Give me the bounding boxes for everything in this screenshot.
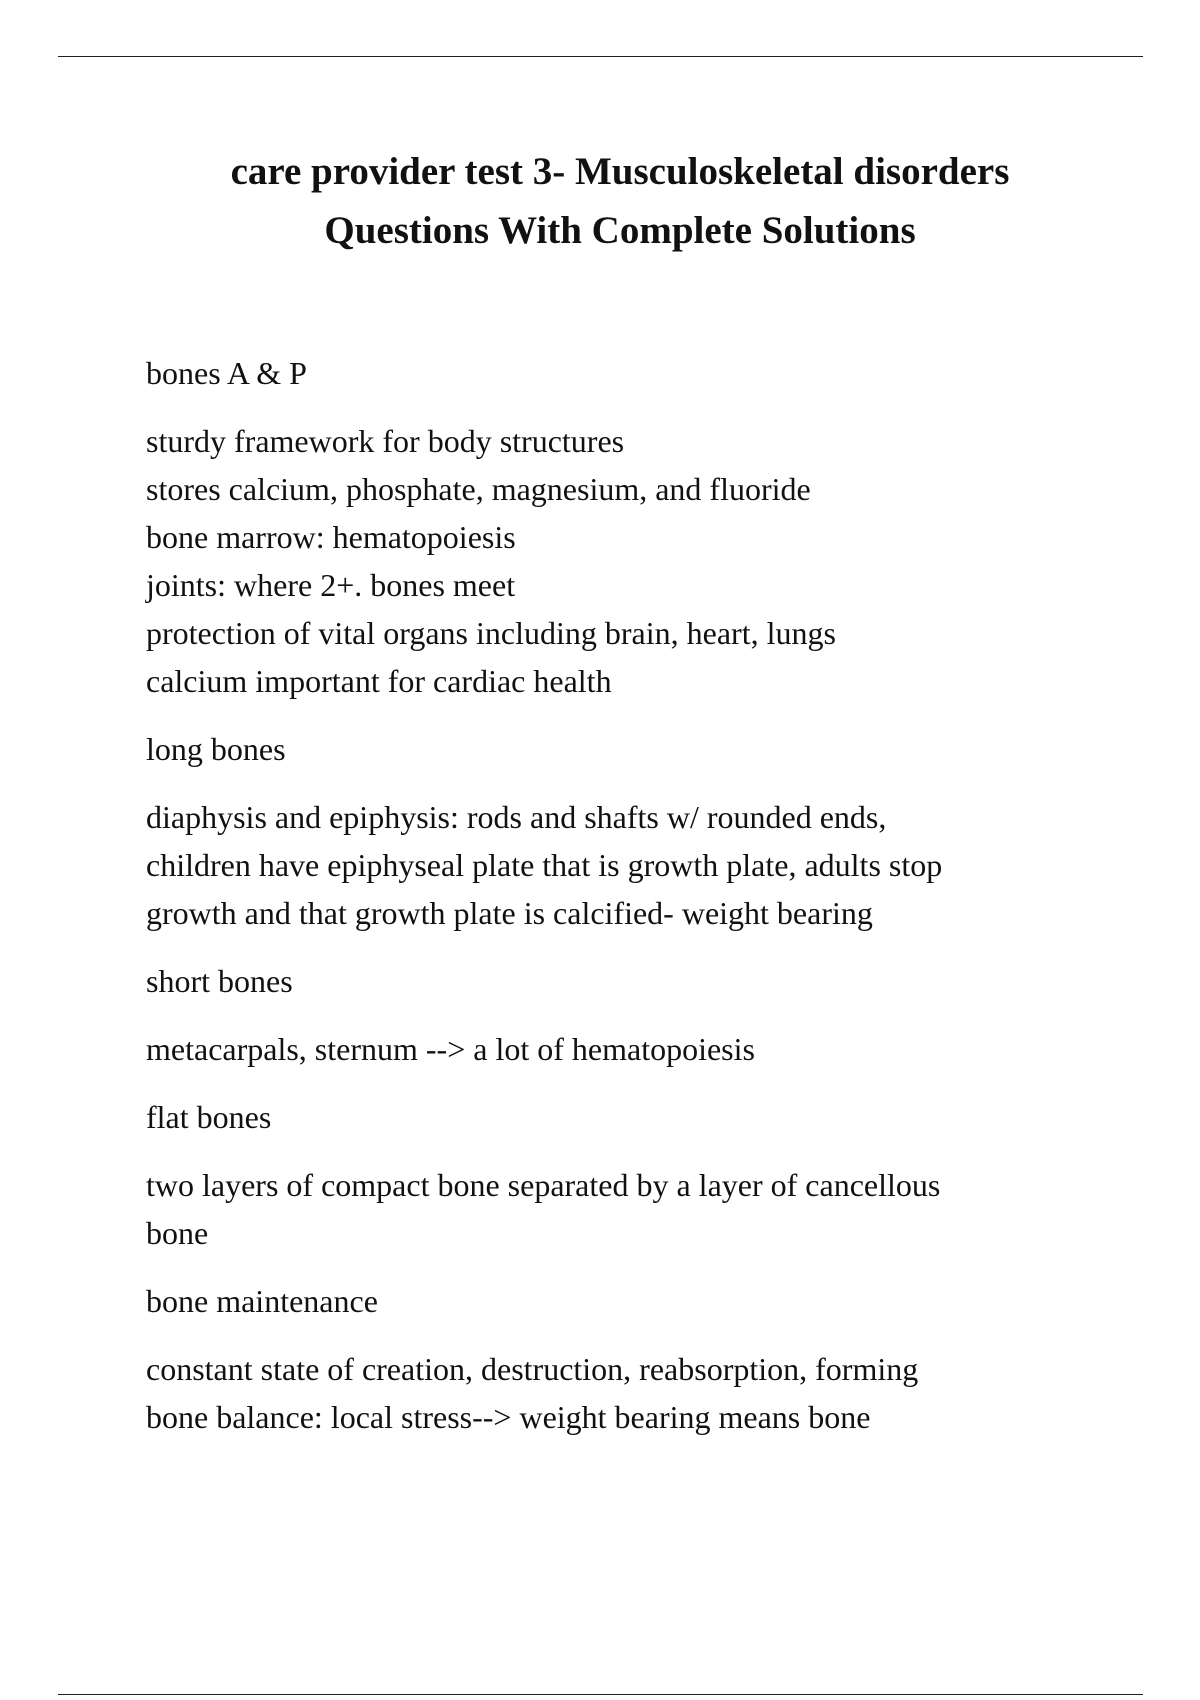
- definition-line: bone marrow: hematopoiesis: [146, 519, 516, 555]
- flashcard-entry: [146, 349, 1106, 705]
- definition-line: constant state of creation, destruction, reabsorption, forming: [146, 1351, 919, 1387]
- entry-term: flat bones: [146, 1099, 272, 1135]
- definition-line: protection of vital organs including brain, heart, lungs: [146, 615, 836, 651]
- definition-line: joints: where 2+. bones meet: [146, 567, 516, 603]
- definition-line: bone balance: local stress--> weight bearing means bone: [146, 1399, 871, 1435]
- flashcard-entry: [146, 725, 1106, 937]
- definition-line: diaphysis and epiphysis: rods and shafts w/ rounded ends,: [146, 799, 887, 835]
- definition-line: children have epiphyseal plate that is growth plate, adults stop: [146, 847, 943, 883]
- definition-line: sturdy framework for body structures: [146, 423, 625, 459]
- definition-line: bone: [146, 1215, 209, 1251]
- entry-definition: [146, 1025, 1106, 1073]
- bottom-divider: [58, 1694, 1143, 1695]
- entry-term: long bones: [146, 731, 286, 767]
- flashcard-list: [146, 349, 1106, 1461]
- entry-term: bones A & P: [146, 355, 307, 391]
- entry-term: short bones: [146, 963, 293, 999]
- entry-definition: [146, 417, 1106, 705]
- flashcard-entry: [146, 1277, 1106, 1441]
- document-title: [100, 142, 1140, 260]
- flashcard-entry: [146, 1093, 1106, 1257]
- definition-line: calcium important for cardiac health: [146, 663, 612, 699]
- entry-definition: [146, 1345, 1106, 1441]
- definition-line: two layers of compact bone separated by a layer of cancellous: [146, 1167, 941, 1203]
- definition-line: growth and that growth plate is calcified- weight bearing: [146, 895, 873, 931]
- top-divider: [58, 56, 1143, 57]
- definition-line: metacarpals, sternum --> a lot of hematopoiesis: [146, 1031, 755, 1067]
- title-line: care provider test 3- Musculoskeletal disorders: [230, 150, 1010, 193]
- entry-definition: [146, 1161, 1106, 1257]
- flashcard-entry: [146, 957, 1106, 1073]
- entry-definition: [146, 793, 1106, 937]
- title-line: Questions With Complete Solutions: [324, 209, 916, 252]
- definition-line: stores calcium, phosphate, magnesium, and fluoride: [146, 471, 811, 507]
- entry-term: bone maintenance: [146, 1283, 378, 1319]
